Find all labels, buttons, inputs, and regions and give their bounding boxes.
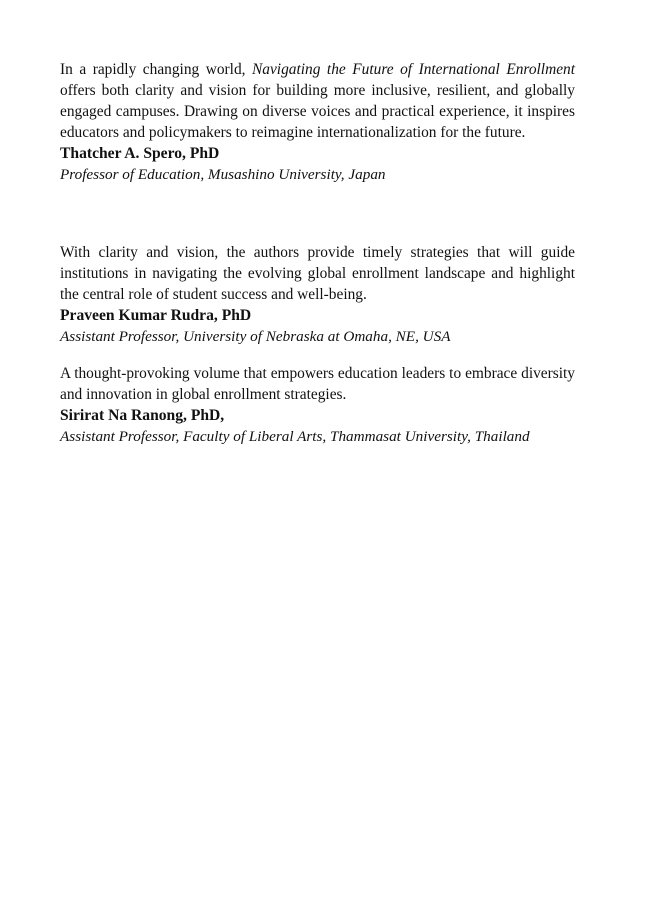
endorser-name: Sirirat Na Ranong, PhD, <box>60 407 225 424</box>
quote-text-after: offers both clarity and vision for building more inclusive, resilient, and globally engaged campuses. Drawing on diverse voices and practical experience, it inspires educators and policymakers to reimagine internationalization for the future. <box>60 82 575 141</box>
endorser-affiliation: Professor of Education, Musashino University, Japan <box>60 166 386 183</box>
endorsement-2 <box>60 242 575 347</box>
endorsement-3 <box>60 363 575 447</box>
endorsement-quote: A thought-provoking volume that empowers education leaders to embrace diversity and innovation in global enrollment strategies. <box>60 365 575 403</box>
endorser-affiliation: Assistant Professor, University of Nebraska at Omaha, NE, USA <box>60 328 451 345</box>
endorsement-quote: With clarity and vision, the authors provide timely strategies that will guide institutions in navigating the evolving global enrollment landscape and highlight the central role of student success and well-being. <box>60 244 575 303</box>
endorser-name: Thatcher A. Spero, PhD <box>60 145 220 162</box>
endorser-name: Praveen Kumar Rudra, PhD <box>60 307 252 324</box>
endorser-affiliation: Assistant Professor, Faculty of Liberal Arts, Thammasat University, Thailand <box>60 428 530 445</box>
endorsement-quote <box>60 59 575 143</box>
quote-text-before: In a rapidly changing world, <box>60 61 253 78</box>
book-title: Navigating the Future of International Enrollment <box>252 61 575 78</box>
endorsement-1 <box>60 59 575 185</box>
